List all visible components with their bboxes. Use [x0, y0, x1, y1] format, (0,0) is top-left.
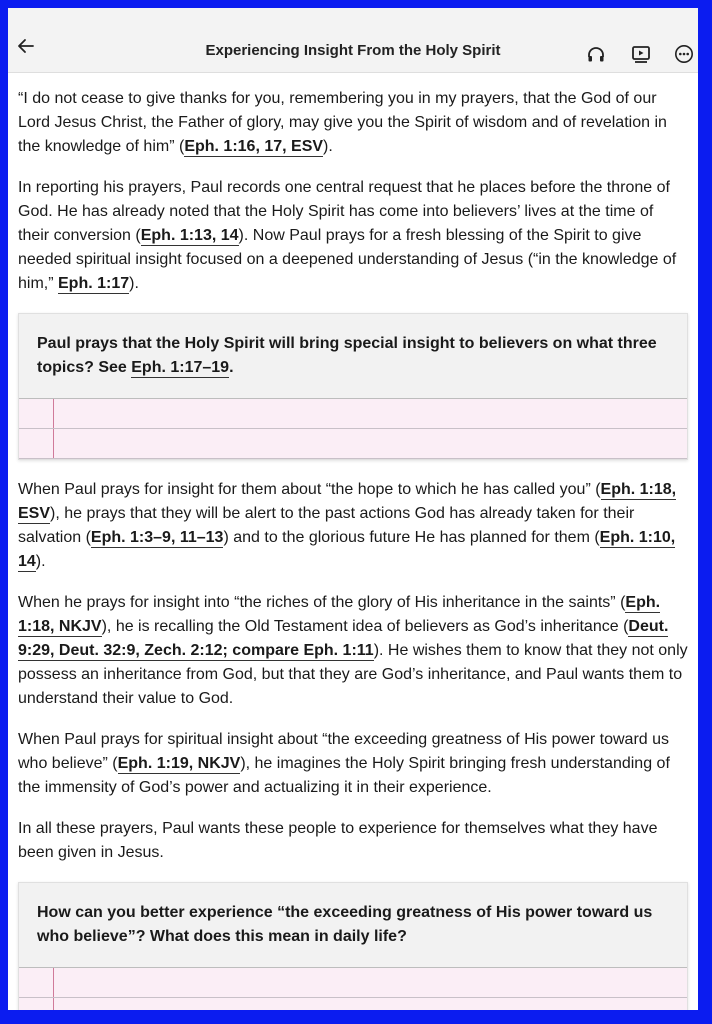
- paragraph-text: ), he is recalling the Old Testament idea of believers as God’s inheritance (: [101, 618, 629, 635]
- body-paragraph: In all these prayers, Paul wants these people to experience for themselves what they have been given in Jesus.: [18, 820, 658, 861]
- question-text-part: Paul prays that the Holy Spirit will bring special insight to believers on what three topics? See: [37, 335, 657, 376]
- bible-reference-link[interactable]: Eph. 1:3–9, 11–13: [90, 529, 224, 546]
- video-button[interactable]: [629, 42, 653, 66]
- paragraph-text: “I do not cease to give thanks for you, remembering you in my prayers, that the God of our Lord Jesus Christ, the Father of glory, may give you the Spirit of wisdom and of revelation in the knowledge of him” (: [18, 90, 667, 155]
- paragraph-text: ).: [129, 275, 139, 292]
- question-text: [19, 314, 687, 399]
- bible-reference-link[interactable]: Eph. 1:17–19: [131, 359, 230, 376]
- question-text: How can you better experience “the exceeding greatness of His power toward us who believe”? What does this mean in daily life?: [19, 883, 687, 968]
- answer-line: [19, 968, 687, 998]
- more-options-icon: [674, 44, 694, 64]
- answer-line: [19, 429, 687, 459]
- paragraph-text: ), he imagines the Holy Spirit bringing fresh understanding of the immensity of God’s power and actualizing it in their experience.: [18, 755, 670, 796]
- body-paragraph: [18, 728, 688, 800]
- question-text-part: .: [229, 359, 234, 376]
- paragraph-text: ).: [323, 138, 333, 155]
- paragraph-text: ), he prays that they will be alert to the past actions God has already taken for their salvation (: [18, 505, 635, 546]
- paragraph-text: ). He wishes them to know that they not only possess an inheritance from God, but that they are God’s inheritance, and Paul wants them to understand their value to God.: [18, 642, 688, 707]
- page-title: Experiencing Insight From the Holy Spirit: [205, 42, 501, 59]
- body-paragraph: [18, 591, 688, 711]
- bible-reference-link[interactable]: Eph. 1:13, 14: [140, 227, 239, 244]
- answer-line: [19, 399, 687, 429]
- bible-reference-link[interactable]: Deut. 9:29, Deut. 32:9, Zech. 2:12; compare Eph. 1:11: [18, 618, 669, 659]
- app-frame: [8, 8, 698, 1010]
- paragraph-text: When Paul prays for spiritual insight about “the exceeding greatness of His power toward us who believe” (: [18, 731, 670, 772]
- paragraph-text: When Paul prays for insight for them about “the hope to which he has called you” (: [18, 481, 601, 498]
- status-bar: [8, 8, 698, 16]
- headphones-icon: [586, 44, 606, 64]
- bible-reference-link[interactable]: Eph. 1:16, 17, ESV: [184, 138, 324, 155]
- bible-reference-link[interactable]: Eph. 1:18, ESV: [18, 481, 677, 522]
- bible-reference-link[interactable]: Eph. 1:10, 14: [18, 529, 676, 570]
- question-box: [18, 313, 688, 460]
- lesson-content: [8, 73, 698, 1010]
- top-bar: [8, 16, 698, 73]
- paragraph-text: When he prays for insight into “the riches of the glory of His inheritance in the saints” (: [18, 594, 626, 611]
- audio-button[interactable]: [584, 42, 608, 66]
- paragraph-text: ).: [35, 553, 46, 570]
- answer-line: [19, 998, 687, 1010]
- body-paragraph: [18, 176, 688, 296]
- answer-input-area[interactable]: [19, 399, 687, 459]
- scripture-paragraph: [18, 87, 688, 159]
- paragraph-text: ) and to the glorious future He has planned for them (: [223, 529, 600, 546]
- body-paragraph: [18, 478, 688, 574]
- play-video-icon: [631, 44, 651, 64]
- bible-reference-link[interactable]: Eph. 1:19, NKJV: [117, 755, 241, 772]
- paragraph-text: In reporting his prayers, Paul records one central request that he places before the throne of God. He has already noted that the Holy Spirit has come into believers’ lives at the time of their conversion (: [18, 179, 670, 244]
- paragraph-text: ). Now Paul prays for a fresh blessing of the Spirit to give needed spiritual insight focused on a deepened understanding of Jesus (“in the knowledge of him,”: [18, 227, 677, 292]
- more-options-button[interactable]: [672, 42, 696, 66]
- bible-reference-link[interactable]: Eph. 1:17: [58, 275, 130, 292]
- question-box: [18, 882, 688, 1010]
- bible-reference-link[interactable]: Eph. 1:18, NKJV: [18, 594, 661, 635]
- answer-input-area[interactable]: [19, 968, 687, 1010]
